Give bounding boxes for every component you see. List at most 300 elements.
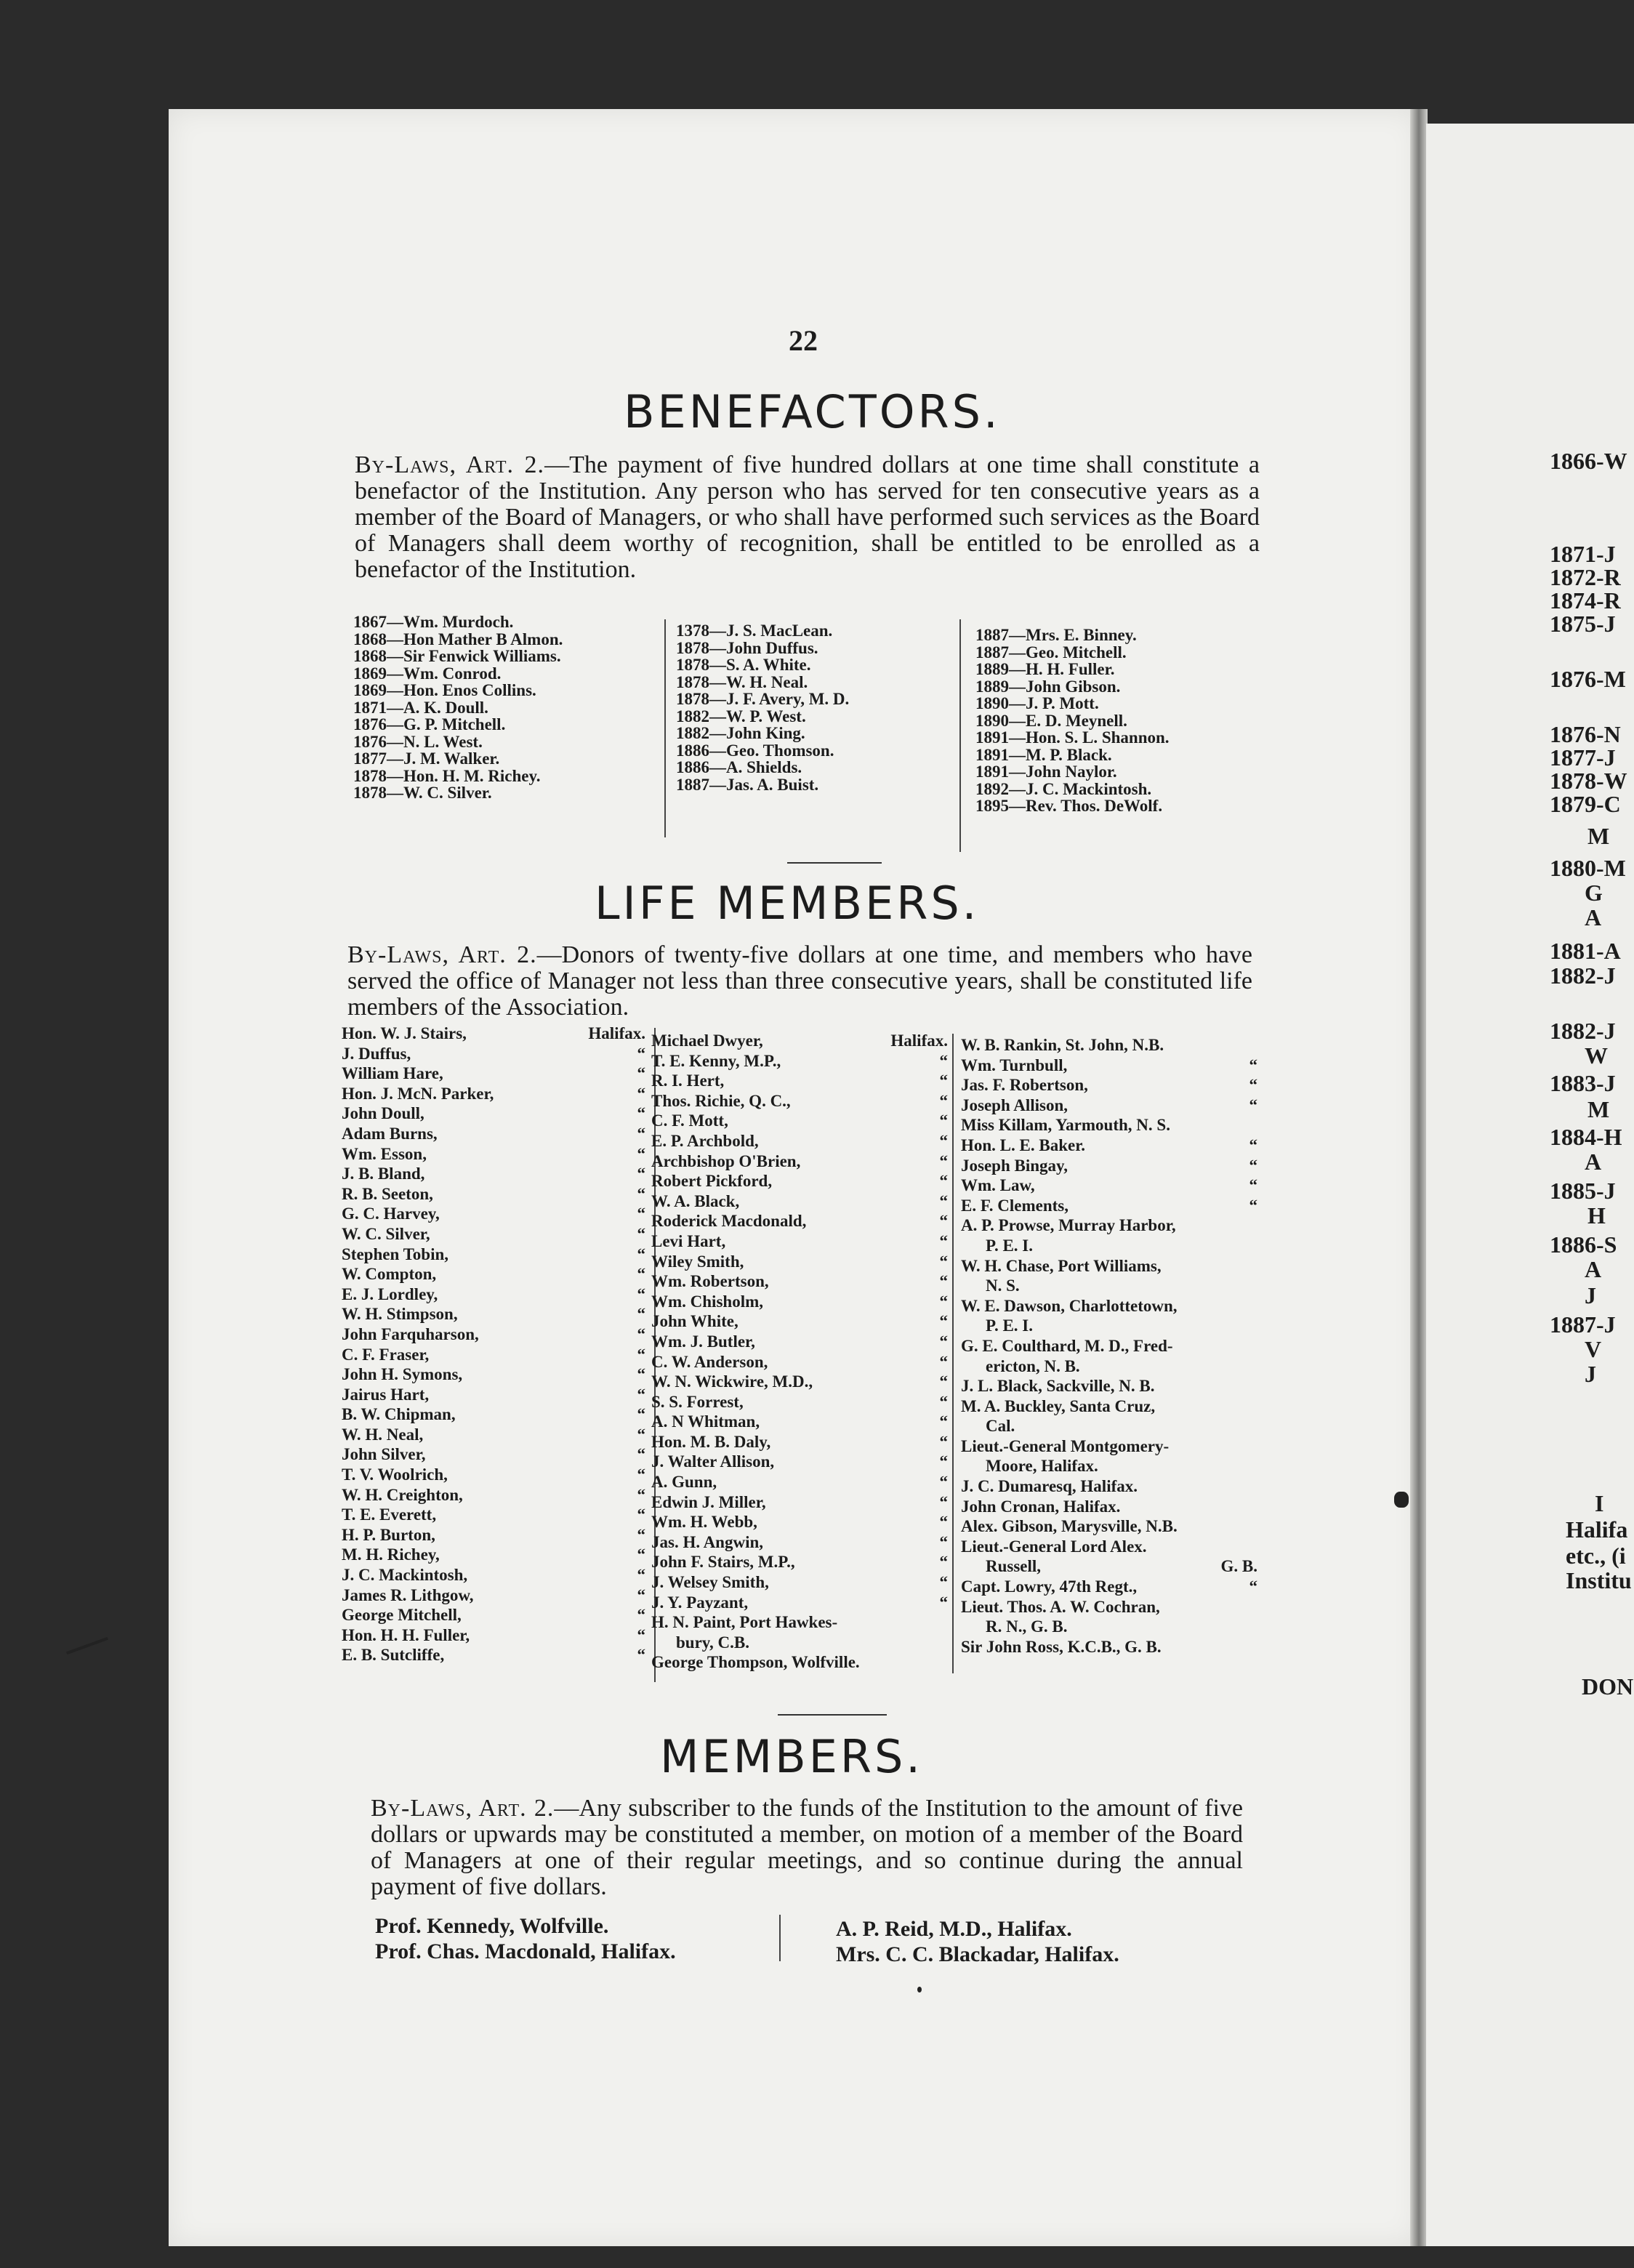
benefactor-entry: 1869—Hon. Enos Collins. [353, 681, 536, 699]
life-member-name: Miss Killam, Yarmouth, N. S. [961, 1116, 1170, 1135]
life-member-place: “ [637, 1345, 645, 1364]
life-member-name: H. P. Burton, [342, 1525, 435, 1544]
life-member-entry [651, 1492, 948, 1513]
life-member-name: John Silver, [342, 1445, 426, 1464]
right-page-fragment: H [1587, 1202, 1606, 1228]
benefactor-entry: 1867—Wm. Murdoch. [353, 613, 514, 631]
column-divider [779, 1915, 781, 1961]
life-member-place: “ [637, 1205, 645, 1223]
benefactor-entry: 1882—John King. [676, 724, 805, 742]
life-member-entry [342, 1565, 645, 1585]
life-member-entry [961, 1175, 1257, 1196]
life-member-entry [651, 1111, 948, 1131]
life-member-place: “ [939, 1432, 948, 1451]
right-page-fragment: 1882-J [1550, 1018, 1616, 1044]
life-member-place: “ [939, 1452, 948, 1471]
right-page-fragment: W [1585, 1042, 1608, 1069]
life-member-name: Archbishop O'Brien, [651, 1151, 801, 1170]
life-member-entry [342, 1204, 645, 1224]
life-member-name: J. Y. Payzant, [651, 1593, 749, 1612]
life-member-place: “ [939, 1172, 948, 1191]
benefactor-entry: 1869—Wm. Conrod. [353, 664, 502, 683]
life-member-name: W. H. Creighton, [342, 1485, 463, 1504]
life-member-entry [961, 1095, 1257, 1116]
life-members-bylaw: By-Laws, Art. 2.—Donors of twenty-five dollars at one time, and members who have served the office of Manager not less than three consecutive years, shall be constituted life members of the Association. [347, 941, 1252, 1021]
right-page-fragment: 1882-J [1550, 962, 1616, 989]
life-member-place: “ [637, 1585, 645, 1604]
life-member-name: Michael Dwyer, [651, 1032, 763, 1050]
life-member-name: W. A. Black, [651, 1191, 740, 1210]
life-member-name: Wm. Esson, [342, 1144, 427, 1163]
life-member-name: Capt. Lowry, 47th Regt., [961, 1577, 1138, 1596]
life-member-name: Russell, [986, 1557, 1042, 1576]
life-member-name: Jas. F. Robertson, [961, 1076, 1088, 1095]
column-divider [952, 1034, 954, 1673]
life-member-name: T. V. Woolrich, [342, 1465, 448, 1484]
life-member-name: E. F. Clements, [961, 1196, 1069, 1215]
life-member-name: M. A. Buckley, Santa Cruz, [961, 1396, 1156, 1415]
life-member-name: H. N. Paint, Port Hawkes- [651, 1613, 838, 1632]
life-member-entry [961, 1637, 1257, 1657]
life-member-name: Lieut.-General Lord Alex. [961, 1537, 1147, 1556]
life-member-name: Joseph Bingay, [961, 1156, 1068, 1175]
life-member-entry [651, 1051, 948, 1071]
life-member-place: “ [637, 1385, 645, 1404]
life-member-place: “ [1249, 1076, 1257, 1095]
life-member-entry [342, 1605, 645, 1625]
benefactor-entry: 1886—Geo. Thomson. [676, 741, 834, 760]
life-member-entry [651, 1311, 948, 1332]
life-member-place: “ [637, 1485, 645, 1504]
life-member-entry [342, 1364, 645, 1385]
right-page-fragment: 1886-S [1550, 1231, 1617, 1258]
life-member-entry [961, 1497, 1257, 1517]
life-member-place: “ [637, 1566, 645, 1585]
life-member-place: G. B. [1220, 1557, 1257, 1576]
life-member-entry [651, 1512, 948, 1532]
benefactor-entry: 1891—John Naylor. [975, 763, 1117, 781]
life-member-name: E. J. Lordley, [342, 1284, 438, 1303]
benefactor-entry: 1871—A. K. Doull. [353, 698, 488, 717]
life-member-place: “ [939, 1151, 948, 1170]
life-member-entry [651, 1552, 948, 1572]
life-member-entry [961, 1356, 1257, 1377]
speck [1394, 1492, 1409, 1508]
members-column-2 [836, 1916, 1243, 1967]
life-member-entry [651, 1633, 948, 1653]
life-member-entry [342, 1425, 645, 1445]
life-member-name: A. P. Prowse, Murray Harbor, [961, 1216, 1176, 1235]
life-member-name: Edwin J. Miller, [651, 1492, 766, 1511]
life-member-name: E. B. Sutcliffe, [342, 1646, 445, 1665]
life-member-entry [651, 1572, 948, 1593]
page-number: 22 [789, 324, 818, 357]
right-page-fragment: 1876-N [1550, 721, 1621, 747]
life-member-entry [342, 1144, 645, 1165]
right-page-fragment: 1880-M [1550, 855, 1626, 881]
life-member-entry [961, 1256, 1257, 1276]
life-member-place: “ [637, 1084, 645, 1103]
life-member-name: George Mitchell, [342, 1606, 462, 1625]
life-member-entry [961, 1376, 1257, 1396]
life-member-entry [961, 1156, 1257, 1176]
life-member-place: “ [1249, 1055, 1257, 1074]
life-member-name: ericton, N. B. [986, 1356, 1080, 1375]
life-member-name: T. E. Kenny, M.P., [651, 1051, 781, 1070]
right-page-fragment: J [1585, 1361, 1596, 1387]
life-member-place: “ [939, 1292, 948, 1311]
life-member-entry [651, 1131, 948, 1151]
life-member-place: “ [939, 1372, 948, 1391]
life-member-name: R. B. Seeton, [342, 1184, 433, 1203]
life-member-entry [651, 1432, 948, 1452]
benefactor-entry: 1890—J. P. Mott. [975, 694, 1099, 712]
life-member-name: John H. Symons, [342, 1365, 463, 1384]
benefactor-entry: 1886—A. Shields. [676, 758, 802, 776]
right-page-fragment: etc., (i [1566, 1543, 1626, 1569]
life-member-place: “ [637, 1625, 645, 1644]
life-member-name: W. H. Stimpson, [342, 1305, 458, 1324]
right-page-fragment: A [1585, 1149, 1602, 1175]
life-member-entry [342, 1404, 645, 1425]
life-member-place: Halifax. [588, 1024, 645, 1042]
life-member-entry [961, 1577, 1257, 1597]
life-member-place: “ [637, 1284, 645, 1303]
right-page-fragment: 1877-J [1550, 744, 1616, 771]
life-member-entry [961, 1617, 1257, 1637]
life-member-entry [651, 1452, 948, 1472]
life-member-entry [342, 1545, 645, 1565]
life-member-entry [342, 1505, 645, 1525]
right-page-fragment: A [1585, 904, 1602, 930]
life-member-entry [651, 1593, 948, 1613]
life-member-name: N. S. [986, 1276, 1020, 1295]
life-member-entry [961, 1316, 1257, 1336]
section-rule [787, 862, 882, 864]
life-member-place: “ [637, 1184, 645, 1203]
life-member-name: Wm. Chisholm, [651, 1292, 763, 1311]
life-member-name: James R. Lithgow, [342, 1585, 474, 1604]
life-member-entry [651, 1071, 948, 1091]
life-member-entry [342, 1385, 645, 1405]
right-page-fragment: 1872-R [1550, 564, 1621, 590]
life-member-entry [961, 1035, 1257, 1055]
life-member-entry [651, 1412, 948, 1432]
life-member-name: J. C. Mackintosh, [342, 1566, 468, 1585]
life-member-entry [651, 1352, 948, 1372]
life-member-name: W. B. Rankin, St. John, N.B. [961, 1036, 1164, 1054]
life-member-name: J. L. Black, Sackville, N. B. [961, 1377, 1155, 1396]
life-member-entry [651, 1171, 948, 1191]
life-member-name: Wm. Turnbull, [961, 1055, 1068, 1074]
life-member-name: Joseph Allison, [961, 1095, 1068, 1114]
right-page-fragment: 1866-W [1550, 448, 1627, 474]
life-member-entry [651, 1292, 948, 1312]
life-member-entry [651, 1652, 948, 1673]
life-member-entry [342, 1525, 645, 1545]
benefactor-entry: 1882—W. P. West. [676, 707, 806, 725]
life-member-name: Hon. H. H. Fuller, [342, 1625, 470, 1644]
life-member-place: “ [939, 1392, 948, 1411]
right-page-fragment: 1885-J [1550, 1178, 1616, 1204]
right-page-fragment: G [1585, 880, 1603, 906]
life-member-place: “ [637, 1545, 645, 1564]
benefactor-entry: 1895—Rev. Thos. DeWolf. [975, 797, 1163, 815]
life-member-name: Lieut. Thos. A. W. Cochran, [961, 1597, 1160, 1616]
life-member-name: W. E. Dawson, Charlottetown, [961, 1296, 1178, 1315]
life-member-entry [342, 1465, 645, 1485]
life-member-name: Hon. J. McN. Parker, [342, 1084, 494, 1103]
benefactor-entry: 1889—H. H. Fuller. [975, 660, 1115, 678]
life-member-entry [961, 1396, 1257, 1417]
life-member-name: G. C. Harvey, [342, 1205, 440, 1223]
life-member-place: “ [637, 1044, 645, 1063]
life-member-name: Levi Hart, [651, 1231, 726, 1250]
life-member-entry [961, 1416, 1257, 1436]
life-member-place: “ [939, 1191, 948, 1210]
life-member-place: “ [637, 1104, 645, 1123]
column-divider [664, 619, 666, 837]
right-page-fragment: 1876-M [1550, 666, 1626, 692]
life-member-place: “ [637, 1606, 645, 1625]
life-member-name: C. W. Anderson, [651, 1352, 768, 1371]
benefactor-entry: 1878—John Duffus. [676, 638, 818, 657]
member-entry: Mrs. C. C. Blackadar, Halifax. [836, 1942, 1119, 1966]
life-member-entry [342, 1585, 645, 1606]
life-member-name: Wm. Law, [961, 1176, 1035, 1195]
life-member-entry [342, 1284, 645, 1305]
life-member-name: Wm. H. Webb, [651, 1513, 757, 1532]
benefactor-entry: 1878—S. A. White. [676, 656, 811, 674]
benefactor-entry: 1878—W. C. Silver. [353, 784, 492, 802]
life-member-entry [342, 1304, 645, 1324]
life-member-entry [342, 1224, 645, 1244]
life-member-name: A. N Whitman, [651, 1412, 760, 1431]
life-member-name: John Cronan, Halifax. [961, 1497, 1121, 1516]
life-member-place: “ [637, 1525, 645, 1544]
section-rule [778, 1714, 887, 1716]
right-page-fragment: V [1585, 1336, 1602, 1362]
life-member-name: E. P. Archbold, [651, 1131, 759, 1150]
right-page-fragment: DON [1582, 1673, 1634, 1700]
life-member-name: Roderick Macdonald, [651, 1212, 807, 1231]
life-member-name: Wm. Robertson, [651, 1272, 769, 1291]
right-page-fragment: 1871-J [1550, 541, 1616, 567]
benefactor-entry: 1891—M. P. Black. [975, 745, 1112, 764]
benefactor-entry: 1892—J. C. Mackintosh. [975, 779, 1152, 798]
life-member-entry [961, 1236, 1257, 1256]
life-member-entry [961, 1556, 1257, 1577]
right-page-fragment: 1879-C [1550, 791, 1621, 817]
life-member-entry [651, 1091, 948, 1111]
life-member-name: Moore, Halifax. [986, 1457, 1098, 1476]
life-member-name: George Thompson, Wolfville. [651, 1653, 860, 1672]
life-member-name: J. Welsey Smith, [651, 1573, 769, 1592]
right-page-fragment: I [1595, 1490, 1604, 1516]
life-member-place: “ [1249, 1095, 1257, 1114]
life-member-entry [651, 1031, 948, 1051]
life-member-entry [961, 1135, 1257, 1156]
life-member-place: “ [939, 1573, 948, 1592]
life-member-entry [651, 1332, 948, 1352]
life-member-name: T. E. Everett, [342, 1505, 437, 1524]
life-member-place: “ [637, 1505, 645, 1524]
benefactors-bylaw: By-Laws, Art. 2.—The payment of five hundred dollars at one time shall constitute a benefactor of the Institution. Any person who has served for ten consecutive years as a member of the Board of Managers, or who shall have performed such services as the Board of Managers shall deem worthy of recognition, shall be entitled to be enrolled as a benefactor of the Institution. [355, 451, 1260, 583]
life-member-name: J. C. Dumaresq, Halifax. [961, 1477, 1138, 1496]
life-member-name: J. Duffus, [342, 1044, 411, 1063]
life-member-place: “ [939, 1352, 948, 1371]
life-member-entry [961, 1296, 1257, 1316]
life-member-name: Stephen Tobin, [342, 1244, 449, 1263]
life-member-name: bury, C.B. [676, 1633, 749, 1652]
life-member-name: John F. Stairs, M.P., [651, 1553, 795, 1572]
life-member-entry [651, 1211, 948, 1231]
life-member-entry [651, 1372, 948, 1392]
right-page-fragment: 1878-W [1550, 768, 1627, 794]
column-divider [959, 619, 961, 852]
life-member-entry [342, 1645, 645, 1665]
life-member-entry [961, 1336, 1257, 1356]
life-member-place: “ [939, 1553, 948, 1572]
life-member-name: C. F. Fraser, [342, 1345, 430, 1364]
life-member-name: S. S. Forrest, [651, 1392, 744, 1411]
life-member-name: P. E. I. [986, 1236, 1033, 1255]
benefactor-entry: 1878—W. H. Neal. [676, 672, 808, 691]
life-member-name: Hon. L. E. Baker. [961, 1135, 1086, 1154]
members-bylaw: By-Laws, Art. 2.—Any subscriber to the funds of the Institution to the amount of five dollars or upwards may be constituted a member, on motion of a member of the Board of Managers at one of their regular meetings, and so continue during the annual payment of five dollars. [371, 1795, 1244, 1900]
benefactor-entry: 1891—Hon. S. L. Shannon. [975, 728, 1170, 747]
speck [917, 1987, 922, 1992]
life-member-place: “ [637, 1244, 645, 1263]
life-member-entry [342, 1164, 645, 1184]
life-member-entry [651, 1252, 948, 1272]
life-member-name: Wiley Smith, [651, 1252, 744, 1271]
benefactor-entry: 1876—G. P. Mitchell. [353, 715, 506, 733]
life-member-name: W. C. Silver, [342, 1224, 430, 1243]
life-member-entry [961, 1055, 1257, 1076]
life-member-place: “ [939, 1091, 948, 1110]
life-member-place: “ [939, 1231, 948, 1250]
life-member-name: John White, [651, 1312, 738, 1331]
life-member-name: J. Walter Allison, [651, 1452, 775, 1471]
life-member-entry [961, 1276, 1257, 1296]
life-member-name: John Farquharson, [342, 1324, 479, 1343]
life-member-entry [342, 1264, 645, 1284]
life-member-entry [961, 1597, 1257, 1617]
life-member-entry [651, 1191, 948, 1212]
life-member-entry [961, 1516, 1257, 1537]
life-member-place: “ [939, 1593, 948, 1612]
life-member-entry [961, 1476, 1257, 1497]
life-member-name: J. B. Bland, [342, 1165, 425, 1183]
life-member-name: William Hare, [342, 1064, 443, 1083]
life-member-place: “ [637, 1365, 645, 1384]
life-member-place: “ [637, 1445, 645, 1464]
life-member-place: “ [939, 1212, 948, 1231]
life-member-name: W. Compton, [342, 1265, 437, 1284]
benefactor-entry: 1887—Jas. A. Buist. [676, 775, 819, 794]
life-member-name: Robert Pickford, [651, 1172, 773, 1191]
life-member-place: “ [1249, 1196, 1257, 1215]
benefactors-column-1 [353, 614, 644, 802]
life-member-name: P. E. I. [986, 1316, 1033, 1335]
right-page-fragment: J [1585, 1282, 1596, 1308]
life-member-entry [342, 1345, 645, 1365]
life-member-entry [342, 1044, 645, 1064]
benefactor-entry: 1890—E. D. Meynell. [975, 711, 1127, 730]
life-member-name: Jairus Hart, [342, 1385, 430, 1404]
life-member-name: C. F. Mott, [651, 1111, 728, 1130]
life-member-place: “ [1249, 1135, 1257, 1154]
life-member-place: “ [637, 1305, 645, 1324]
life-member-entry [342, 1084, 645, 1104]
right-page-fragment: Institu [1566, 1567, 1632, 1593]
benefactor-entry: 1868—Sir Fenwick Williams. [353, 647, 561, 665]
life-member-place: Halifax. [890, 1032, 948, 1050]
benefactor-entry: 1378—J. S. MacLean. [676, 622, 833, 640]
benefactor-entry: 1887—Mrs. E. Binney. [975, 626, 1137, 644]
life-member-place: “ [637, 1124, 645, 1143]
life-member-entry [342, 1444, 645, 1465]
member-entry: Prof. Chas. Macdonald, Halifax. [375, 1939, 676, 1963]
life-member-entry [651, 1532, 948, 1553]
right-page-fragment: Halifa [1566, 1516, 1628, 1543]
life-member-place: “ [637, 1646, 645, 1665]
life-member-name: R. I. Hert, [651, 1071, 725, 1090]
member-entry: Prof. Kennedy, Wolfville. [375, 1914, 609, 1938]
life-member-entry [961, 1537, 1257, 1557]
life-member-place: “ [939, 1532, 948, 1551]
benefactor-entry: 1877—J. M. Walker. [353, 749, 500, 768]
life-member-entry [342, 1124, 645, 1144]
life-member-name: Thos. Richie, Q. C., [651, 1091, 791, 1110]
life-member-name: Jas. H. Angwin, [651, 1532, 764, 1551]
benefactor-entry: 1868—Hon Mather B Almon. [353, 630, 563, 648]
life-member-entry [961, 1456, 1257, 1476]
life-member-entry [342, 1244, 645, 1265]
life-member-name: Alex. Gibson, Marysville, N.B. [961, 1517, 1178, 1536]
life-member-name: Adam Burns, [342, 1124, 438, 1143]
right-page-fragment: 1875-J [1550, 611, 1616, 637]
benefactor-entry: 1887—Geo. Mitchell. [975, 643, 1127, 662]
life-member-place: “ [637, 1324, 645, 1343]
life-member-place: “ [637, 1465, 645, 1484]
life-member-entry [342, 1485, 645, 1505]
life-member-place: “ [1249, 1176, 1257, 1195]
life-member-name: A. Gunn, [651, 1473, 717, 1492]
life-member-place: “ [939, 1513, 948, 1532]
life-member-name: W. H. Chase, Port Williams, [961, 1256, 1162, 1275]
life-member-place: “ [1249, 1577, 1257, 1596]
right-page-fragment: A [1585, 1256, 1602, 1282]
life-member-place: “ [939, 1492, 948, 1511]
life-members-column-3 [961, 1035, 1257, 1657]
benefactors-column-3 [975, 627, 1266, 815]
life-member-entry [651, 1151, 948, 1172]
life-member-name: Wm. J. Butler, [651, 1332, 755, 1351]
life-member-name: Hon. M. B. Daly, [651, 1432, 771, 1451]
life-member-place: “ [939, 1272, 948, 1291]
life-member-place: “ [939, 1131, 948, 1150]
life-member-name: John Doull, [342, 1104, 424, 1123]
life-member-name: W. N. Wickwire, M.D., [651, 1372, 813, 1391]
life-member-place: “ [939, 1051, 948, 1070]
benefactor-entry: 1878—J. F. Avery, M. D. [676, 690, 850, 708]
life-member-entry [961, 1196, 1257, 1216]
life-member-place: “ [939, 1412, 948, 1431]
life-member-place: “ [637, 1425, 645, 1444]
life-member-entry [651, 1612, 948, 1633]
